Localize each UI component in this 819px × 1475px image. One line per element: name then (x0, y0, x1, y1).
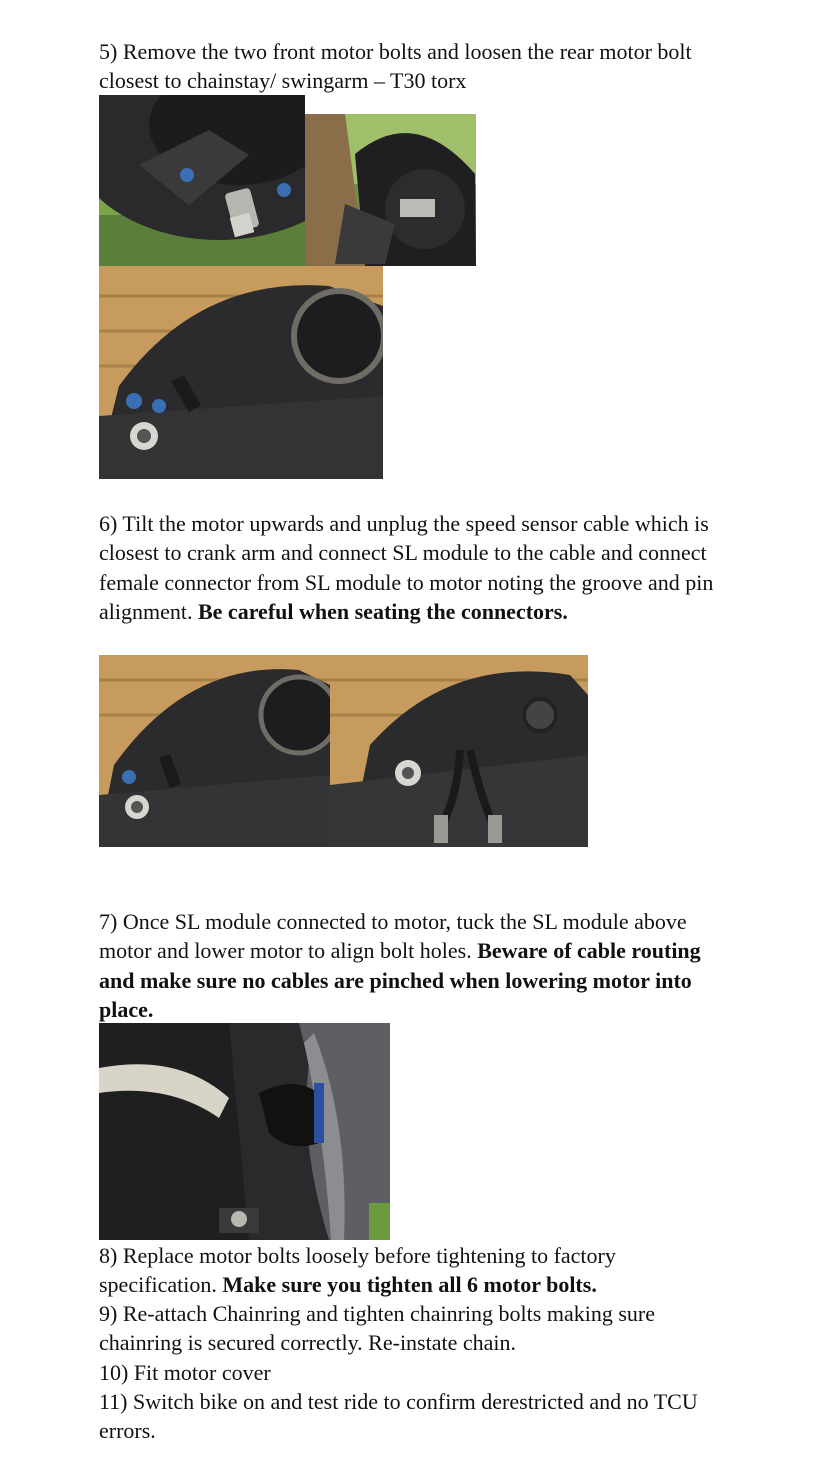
step-7-text: 7) Once SL module connected to motor, tuck the SL module above motor and lower motor to align bolt holes. Beware of cable routing and make sure no cables are pinched when lowering motor into place. (99, 909, 701, 1022)
step-9-text: 9) Re-attach Chainring and tighten chainring bolts making sure chainring is secured correctly. Re-instate chain. (99, 1301, 655, 1356)
sl-module-tucked-photo (99, 1023, 390, 1240)
motor-tilted-photo (99, 655, 330, 847)
step-5-text: 5) Remove the two front motor bolts and loosen the rear motor bolt closest to chainstay/ swingarm – T30 torx (99, 39, 692, 94)
step-8-text: 8) Replace motor bolts loosely before tightening to factory specification. Make sure you tighten all 6 motor bolts. (99, 1243, 616, 1298)
sl-module-connector-photo (330, 655, 588, 847)
step-10-text: 10) Fit motor cover (99, 1360, 271, 1385)
motor-bolt-socket-photo (99, 95, 305, 266)
step-11-text: 11) Switch bike on and test ride to confirm derestricted and no TCU errors. (99, 1389, 698, 1444)
swingarm-bolt-photo (305, 114, 476, 266)
motor-bolt-removed-photo (99, 266, 383, 479)
step-6-text: 6) Tilt the motor upwards and unplug the speed sensor cable which is closest to crank arm and connect SL module to the cable and connect female connector from SL module to motor noting the groove and pin alignment. Be careful when seating the connectors. (99, 511, 714, 624)
